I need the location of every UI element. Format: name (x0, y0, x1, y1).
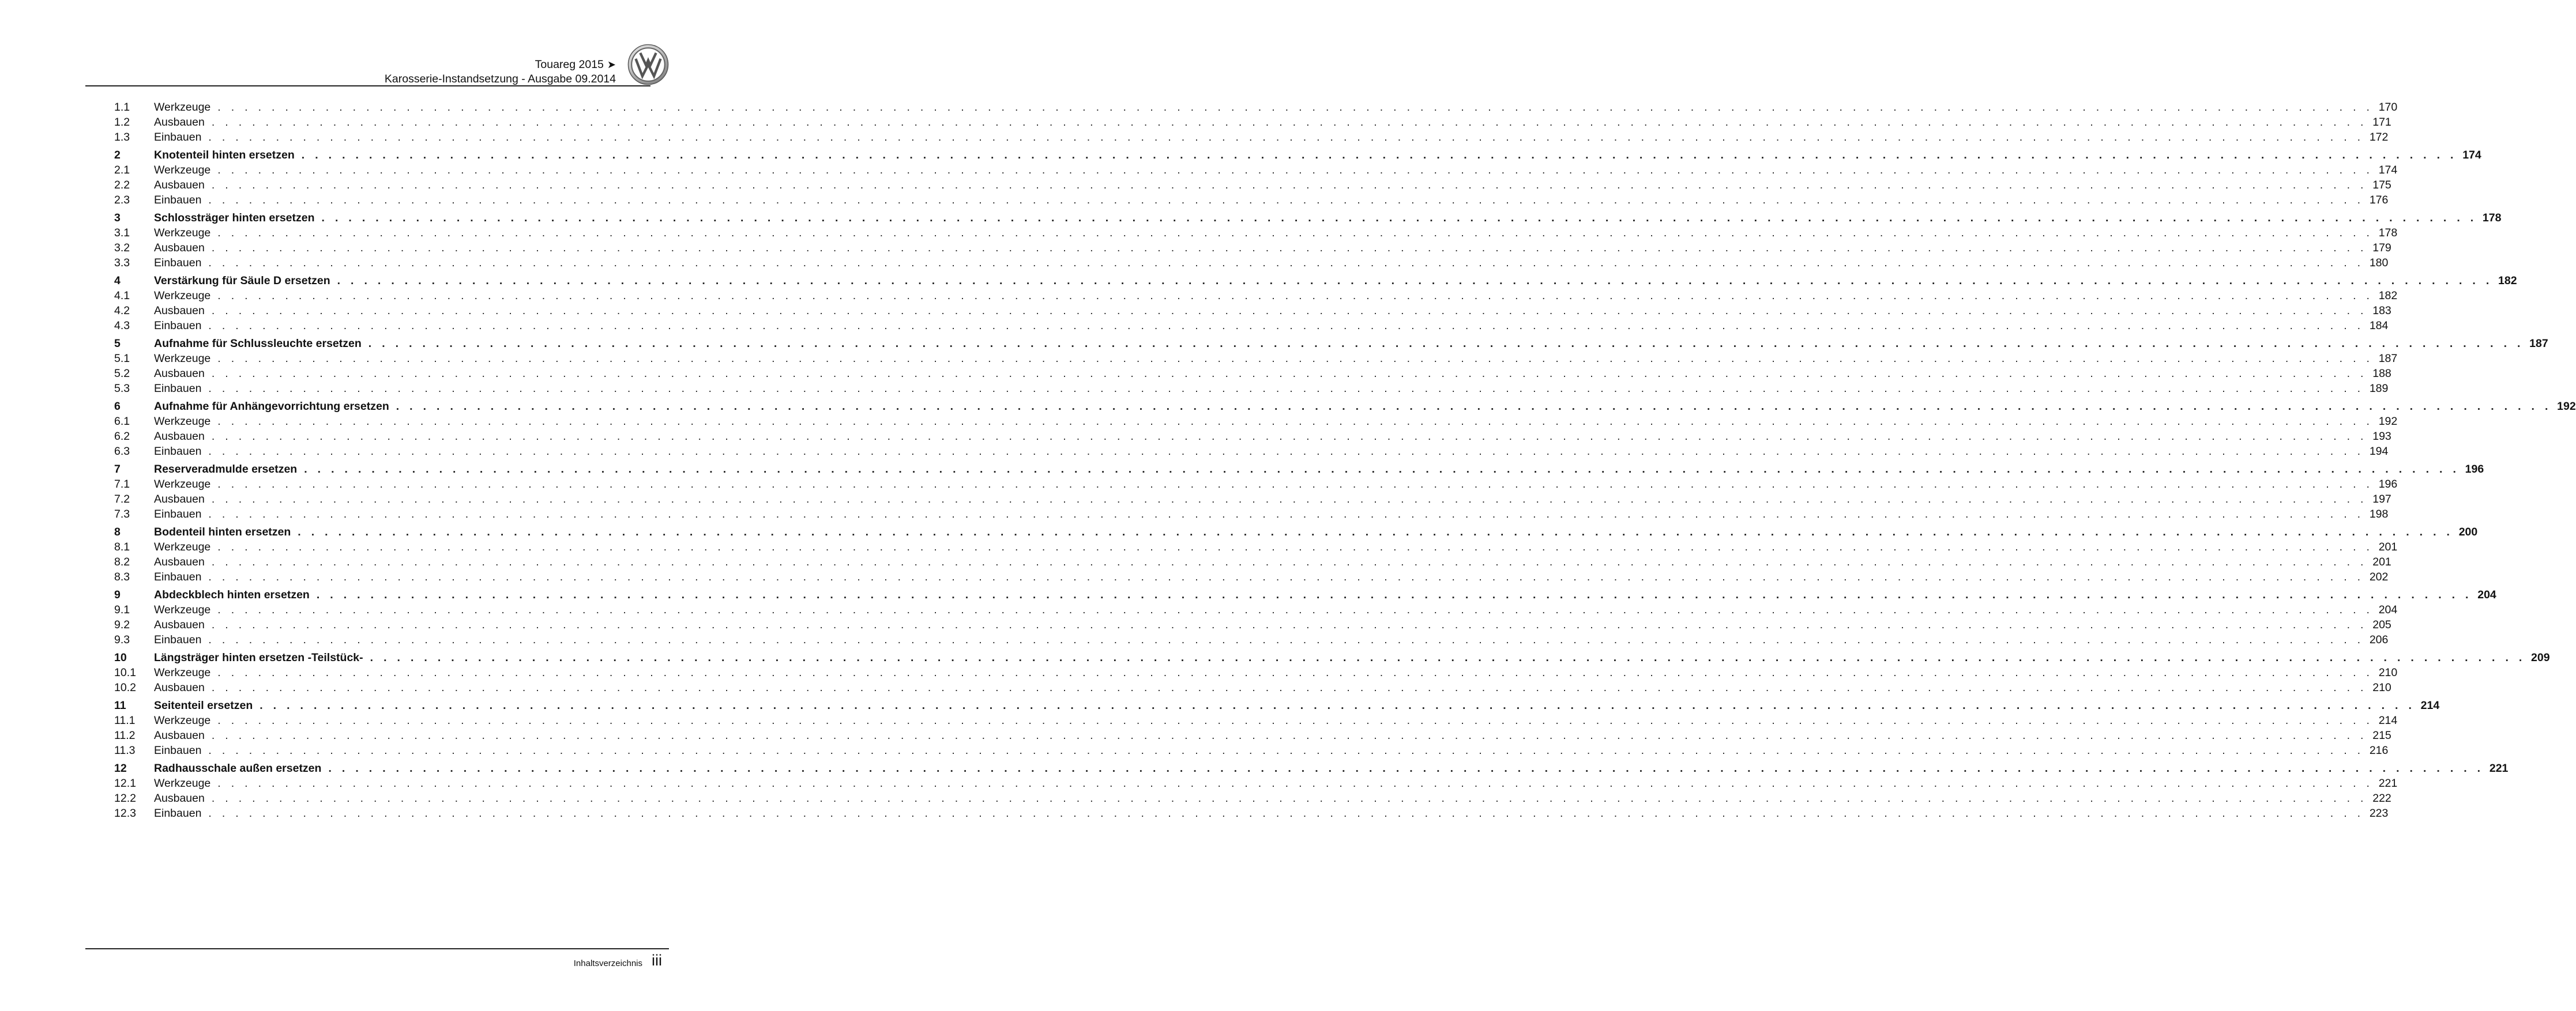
page-header (385, 58, 616, 86)
toc-page-number: 221 (2378, 777, 2398, 790)
toc-chapter-row[interactable] (114, 526, 2478, 541)
toc-title: Bodenteil hinten ersetzen (154, 526, 291, 538)
toc-number: 11.3 (114, 744, 136, 757)
dot-leader: . . . . . . . . . . . . . . . . . . . . . . . . . . . . . . . . . . . . . . . . . . . . . . . . . . . . . . . . . . . . . . . . . . . . . . . . . . . . . . . . . . . . . . . . . . . . . . . . . . . . . . . . . . . . . . . . . . . . . . . . . . . . . . . . . . . . . . . . . . . . . . . . . . . . . . . . . . . . . . . . (211, 792, 2367, 805)
toc-page-number: 198 (2369, 508, 2389, 520)
toc-entry-row[interactable] (114, 256, 2389, 271)
toc-page-number: 196 (2378, 478, 2398, 491)
toc-title: Einbauen (154, 194, 202, 206)
toc-number: 1.1 (114, 101, 130, 114)
toc-chapter-row[interactable] (114, 762, 2509, 777)
toc-number: 6.2 (114, 430, 130, 443)
toc-title: Ausbauen (154, 304, 205, 317)
dot-leader: . . . . . . . . . . . . . . . . . . . . . . . . . . . . . . . . . . . . . . . . . . . . . . . . . . . . . . . . . . . . . . . . . . . . . . . . . . . . . . . . . . . . . . . . . . . . . . . . . . . . . . . . . . . . . . . . . . . . . . . . . . . . . . . . . . . . . . . . . . . . . . . . . . . . . . . . . . . . . . . . (208, 194, 2364, 206)
toc-page-number: 202 (2369, 571, 2389, 583)
toc-number: 10.1 (114, 666, 136, 679)
toc-title: Einbauen (154, 508, 202, 520)
toc-entry-row[interactable] (114, 227, 2398, 242)
toc-number: 4 (114, 274, 121, 287)
toc-title: Ausbauen (154, 792, 205, 805)
dot-leader: . . . . . . . . . . . . . . . . . . . . . . . . . . . . . . . . . . . . . . . . . . . . . . . . . . . . . . . . . . . . . . . . . . . . . . . . . . . . . . . . . . . . . . . . . . . . . . . . . . . . . . . . . . . . . . . . . . . . . . . . . . . . . . . . . . . . . . . . . . . . . . . . . . . . . . . . . . . . . . . . (260, 699, 2416, 712)
dot-leader: . . . . . . . . . . . . . . . . . . . . . . . . . . . . . . . . . . . . . . . . . . . . . . . . . . . . . . . . . . . . . . . . . . . . . . . . . . . . . . . . . . . . . . . . . . . . . . . . . . . . . . . . . . . . . . . . . . . . . . . . . . . . . . . . . . . . . . . . . . . . . . . . . . . . . . . . . . . . . . . . (217, 289, 2374, 302)
toc-page-number: 193 (2372, 430, 2391, 443)
dot-leader: . . . . . . . . . . . . . . . . . . . . . . . . . . . . . . . . . . . . . . . . . . . . . . . . . . . . . . . . . . . . . . . . . . . . . . . . . . . . . . . . . . . . . . . . . . . . . . . . . . . . . . . . . . . . . . . . . . . . . . . . . . . . . . . . . . . . . . . . . . . . . . . . . . . . . . . . . . . . . . . . (211, 681, 2367, 694)
toc-title: Einbauen (154, 256, 202, 269)
toc-title: Schlossträger hinten ersetzen (154, 212, 315, 224)
toc-page-number: 194 (2369, 445, 2389, 458)
dot-leader: . . . . . . . . . . . . . . . . . . . . . . . . . . . . . . . . . . . . . . . . . . . . . . . . . . . . . . . . . . . . . . . . . . . . . . . . . . . . . . . . . . . . . . . . . . . . . . . . . . . . . . . . . . . . . . . . . . . . . . . . . . . . . . . . . . . . . . . . . . . . . . . . . . . . . . . . . . . . . . . . (211, 179, 2367, 191)
dot-leader: . . . . . . . . . . . . . . . . . . . . . . . . . . . . . . . . . . . . . . . . . . . . . . . . . . . . . . . . . . . . . . . . . . . . . . . . . . . . . . . . . . . . . . . . . . . . . . . . . . . . . . . . . . . . . . . . . . . . . . . . . . . . . . . . . . . . . . . . . . . . . . . . . . . . . . . . . . . . . . . . (211, 304, 2367, 317)
dot-leader: . . . . . . . . . . . . . . . . . . . . . . . . . . . . . . . . . . . . . . . . . . . . . . . . . . . . . . . . . . . . . . . . . . . . . . . . . . . . . . . . . . . . . . . . . . . . . . . . . . . . . . . . . . . . . . . . . . . . . . . . . . . . . . . . . . . . . . . . . . . . . . . . . . . . . . . . . . . . . . . . (217, 541, 2374, 553)
toc-chapter-row[interactable] (114, 212, 2502, 227)
toc-number: 8.3 (114, 571, 130, 583)
toc-title: Knotenteil hinten ersetzen (154, 149, 295, 161)
toc-entry-row[interactable] (114, 681, 2391, 696)
toc-page-number: 201 (2378, 541, 2398, 553)
header-divider (85, 85, 650, 86)
dot-leader: . . . . . . . . . . . . . . . . . . . . . . . . . . . . . . . . . . . . . . . . . . . . . . . . . . . . . . . . . . . . . . . . . . . . . . . . . . . . . . . . . . . . . . . . . . . . . . . . . . . . . . . . . . . . . . . . . . . . . . . . . . . . . . . . . . . . . . . . . . . . . . . . . . . . . . . . . . . . . . . . (316, 589, 2472, 601)
toc-page-number: 197 (2372, 493, 2391, 506)
dot-leader: . . . . . . . . . . . . . . . . . . . . . . . . . . . . . . . . . . . . . . . . . . . . . . . . . . . . . . . . . . . . . . . . . . . . . . . . . . . . . . . . . . . . . . . . . . . . . . . . . . . . . . . . . . . . . . . . . . . . . . . . . . . . . . . . . . . . . . . . . . . . . . . . . . . . . . . . . . . . . . . . (217, 603, 2374, 616)
toc-number: 8.1 (114, 541, 130, 553)
toc-entry-row[interactable] (114, 744, 2389, 759)
footer-section-label: Inhaltsverzeichnis (573, 959, 642, 968)
toc-page-number: 180 (2369, 256, 2389, 269)
toc-title: Einbauen (154, 807, 202, 820)
toc-chapter-row[interactable] (114, 589, 2496, 603)
toc-number: 7.1 (114, 478, 130, 491)
toc-number: 6.1 (114, 415, 130, 428)
table-of-contents (114, 101, 2576, 822)
toc-number: 12.3 (114, 807, 136, 820)
toc-number: 9 (114, 589, 121, 601)
toc-title: Aufnahme für Anhängevorrichtung ersetzen (154, 400, 389, 413)
dot-leader: . . . . . . . . . . . . . . . . . . . . . . . . . . . . . . . . . . . . . . . . . . . . . . . . . . . . . . . . . . . . . . . . . . . . . . . . . . . . . . . . . . . . . . . . . . . . . . . . . . . . . . . . . . . . . . . . . . . . . . . . . . . . . . . . . . . . . . . . . . . . . . . . . . . . . . . . . . . . . . . . (337, 274, 2493, 287)
toc-title: Ausbauen (154, 556, 205, 568)
toc-page-number: 206 (2369, 633, 2389, 646)
toc-page-number: 210 (2378, 666, 2398, 679)
toc-entry-row[interactable] (114, 304, 2391, 319)
dot-leader: . . . . . . . . . . . . . . . . . . . . . . . . . . . . . . . . . . . . . . . . . . . . . . . . . . . . . . . . . . . . . . . . . . . . . . . . . . . . . . . . . . . . . . . . . . . . . . . . . . . . . . . . . . . . . . . . . . . . . . . . . . . . . . . . . . . . . . . . . . . . . . . . . . . . . . . . . . . . . . . . (217, 101, 2374, 114)
toc-page-number: 178 (2378, 227, 2398, 239)
toc-page-number: 192 (2557, 400, 2576, 413)
dot-leader: . . . . . . . . . . . . . . . . . . . . . . . . . . . . . . . . . . . . . . . . . . . . . . . . . . . . . . . . . . . . . . . . . . . . . . . . . . . . . . . . . . . . . . . . . . . . . . . . . . . . . . . . . . . . . . . . . . . . . . . . . . . . . . . . . . . . . . . . . . . . . . . . . . . . . . . . . . . . . . . . (321, 212, 2477, 224)
header-model-line (385, 58, 616, 72)
toc-number: 4.3 (114, 319, 130, 332)
toc-entry-row[interactable] (114, 633, 2389, 648)
toc-title: Werkzeuge (154, 541, 211, 553)
toc-number: 8.2 (114, 556, 130, 568)
toc-page-number: 184 (2369, 319, 2389, 332)
toc-entry-row[interactable] (114, 541, 2398, 556)
toc-chapter-row[interactable] (114, 149, 2481, 164)
toc-title: Radhausschale außen ersetzen (154, 762, 322, 775)
dot-leader: . . . . . . . . . . . . . . . . . . . . . . . . . . . . . . . . . . . . . . . . . . . . . . . . . . . . . . . . . . . . . . . . . . . . . . . . . . . . . . . . . . . . . . . . . . . . . . . . . . . . . . . . . . . . . . . . . . . . . . . . . . . . . . . . . . . . . . . . . . . . . . . . . . . . . . . . . . . . . . . . (211, 367, 2367, 380)
toc-chapter-row[interactable] (114, 651, 2550, 666)
dot-leader: . . . . . . . . . . . . . . . . . . . . . . . . . . . . . . . . . . . . . . . . . . . . . . . . . . . . . . . . . . . . . . . . . . . . . . . . . . . . . . . . . . . . . . . . . . . . . . . . . . . . . . . . . . . . . . . . . . . . . . . . . . . . . . . . . . . . . . . . . . . . . . . . . . . . . . . . . . . . . . . . (211, 242, 2367, 254)
toc-number: 10 (114, 651, 127, 664)
toc-number: 9.1 (114, 603, 130, 616)
toc-page-number: 214 (2378, 714, 2398, 727)
toc-page-number: 178 (2482, 212, 2502, 224)
toc-page-number: 179 (2372, 242, 2391, 254)
toc-title: Reserveradmulde ersetzen (154, 463, 298, 476)
toc-entry-row[interactable] (114, 116, 2391, 131)
toc-page-number: 176 (2369, 194, 2389, 206)
toc-entry-row[interactable] (114, 352, 2398, 367)
toc-page-number: 215 (2372, 729, 2391, 742)
toc-number: 3.3 (114, 256, 130, 269)
toc-number: 7 (114, 463, 121, 476)
toc-page-number: 174 (2462, 149, 2481, 161)
toc-entry-row[interactable] (114, 777, 2398, 792)
toc-chapter-row[interactable] (114, 463, 2484, 478)
toc-page-number: 183 (2372, 304, 2391, 317)
toc-number: 5 (114, 337, 121, 350)
toc-number: 9.3 (114, 633, 130, 646)
toc-page-number: 209 (2531, 651, 2550, 664)
toc-title: Aufnahme für Schlussleuchte ersetzen (154, 337, 362, 350)
dot-leader: . . . . . . . . . . . . . . . . . . . . . . . . . . . . . . . . . . . . . . . . . . . . . . . . . . . . . . . . . . . . . . . . . . . . . . . . . . . . . . . . . . . . . . . . . . . . . . . . . . . . . . . . . . . . . . . . . . . . . . . . . . . . . . . . . . . . . . . . . . . . . . . . . . . . . . . . . . . . . . . . (208, 807, 2364, 820)
toc-entry-row[interactable] (114, 164, 2398, 179)
toc-title: Ausbauen (154, 242, 205, 254)
dot-leader: . . . . . . . . . . . . . . . . . . . . . . . . . . . . . . . . . . . . . . . . . . . . . . . . . . . . . . . . . . . . . . . . . . . . . . . . . . . . . . . . . . . . . . . . . . . . . . . . . . . . . . . . . . . . . . . . . . . . . . . . . . . . . . . . . . . . . . . . . . . . . . . . . . . . . . . . . . . . . . . . (217, 227, 2374, 239)
dot-leader: . . . . . . . . . . . . . . . . . . . . . . . . . . . . . . . . . . . . . . . . . . . . . . . . . . . . . . . . . . . . . . . . . . . . . . . . . . . . . . . . . . . . . . . . . . . . . . . . . . . . . . . . . . . . . . . . . . . . . . . . . . . . . . . . . . . . . . . . . . . . . . . . . . . . . . . . . . . . . . . . (208, 319, 2364, 332)
toc-page-number: 192 (2378, 415, 2398, 428)
dot-leader: . . . . . . . . . . . . . . . . . . . . . . . . . . . . . . . . . . . . . . . . . . . . . . . . . . . . . . . . . . . . . . . . . . . . . . . . . . . . . . . . . . . . . . . . . . . . . . . . . . . . . . . . . . . . . . . . . . . . . . . . . . . . . . . . . . . . . . . . . . . . . . . . . . . . . . . . . . . . . . . . (211, 116, 2367, 129)
toc-entry-row[interactable] (114, 478, 2398, 493)
dot-leader: . . . . . . . . . . . . . . . . . . . . . . . . . . . . . . . . . . . . . . . . . . . . . . . . . . . . . . . . . . . . . . . . . . . . . . . . . . . . . . . . . . . . . . . . . . . . . . . . . . . . . . . . . . . . . . . . . . . . . . . . . . . . . . . . . . . . . . . . . . . . . . . . . . . . . . . . . . . . . . . . (208, 744, 2364, 757)
dot-leader: . . . . . . . . . . . . . . . . . . . . . . . . . . . . . . . . . . . . . . . . . . . . . . . . . . . . . . . . . . . . . . . . . . . . . . . . . . . . . . . . . . . . . . . . . . . . . . . . . . . . . . . . . . . . . . . . . . . . . . . . . . . . . . . . . . . . . . . . . . . . . . . . . . . . . . . . . . . . . . . . (208, 508, 2364, 520)
toc-chapter-row[interactable] (114, 400, 2576, 415)
toc-title: Werkzeuge (154, 289, 211, 302)
toc-entry-row[interactable] (114, 571, 2389, 586)
toc-title: Werkzeuge (154, 777, 211, 790)
toc-number: 3.1 (114, 227, 130, 239)
toc-entry-row[interactable] (114, 319, 2389, 334)
dot-leader: . . . . . . . . . . . . . . . . . . . . . . . . . . . . . . . . . . . . . . . . . . . . . . . . . . . . . . . . . . . . . . . . . . . . . . . . . . . . . . . . . . . . . . . . . . . . . . . . . . . . . . . . . . . . . . . . . . . . . . . . . . . . . . . . . . . . . . . . . . . . . . . . . . . . . . . . . . . . . . . . (217, 352, 2374, 365)
toc-page-number: 222 (2372, 792, 2391, 805)
toc-entry-row[interactable] (114, 131, 2389, 146)
toc-page-number: 221 (2489, 762, 2509, 775)
toc-chapter-row[interactable] (114, 337, 2548, 352)
toc-title: Abdeckblech hinten ersetzen (154, 589, 310, 601)
toc-number: 2.3 (114, 194, 130, 206)
toc-entry-row[interactable] (114, 430, 2391, 445)
toc-title: Werkzeuge (154, 352, 211, 365)
toc-page-number: 204 (2378, 603, 2398, 616)
dot-leader: . . . . . . . . . . . . . . . . . . . . . . . . . . . . . . . . . . . . . . . . . . . . . . . . . . . . . . . . . . . . . . . . . . . . . . . . . . . . . . . . . . . . . . . . . . . . . . . . . . . . . . . . . . . . . . . . . . . . . . . . . . . . . . . . . . . . . . . . . . . . . . . . . . . . . . . . . . . . . . . . (208, 445, 2364, 458)
toc-page-number: 210 (2372, 681, 2391, 694)
toc-title: Werkzeuge (154, 101, 211, 114)
dot-leader: . . . . . . . . . . . . . . . . . . . . . . . . . . . . . . . . . . . . . . . . . . . . . . . . . . . . . . . . . . . . . . . . . . . . . . . . . . . . . . . . . . . . . . . . . . . . . . . . . . . . . . . . . . . . . . . . . . . . . . . . . . . . . . . . . . . . . . . . . . . . . . . . . . . . . . . . . . . . . . . . (208, 131, 2364, 144)
toc-page-number: 205 (2372, 618, 2391, 631)
toc-entry-row[interactable] (114, 618, 2391, 633)
toc-entry-row[interactable] (114, 666, 2398, 681)
toc-number: 12.2 (114, 792, 136, 805)
toc-page-number: 196 (2465, 463, 2484, 476)
toc-entry-row[interactable] (114, 242, 2391, 256)
toc-page-number: 187 (2529, 337, 2548, 350)
toc-title: Einbauen (154, 131, 202, 144)
toc-entry-row[interactable] (114, 556, 2391, 571)
page-number: iii (652, 952, 662, 969)
toc-title: Ausbauen (154, 367, 205, 380)
toc-title: Werkzeuge (154, 478, 211, 491)
toc-chapter-row[interactable] (114, 699, 2440, 714)
toc-page-number: 200 (2458, 526, 2478, 538)
toc-chapter-row[interactable] (114, 274, 2517, 289)
toc-number: 1.3 (114, 131, 130, 144)
toc-title: Ausbauen (154, 618, 205, 631)
toc-title: Werkzeuge (154, 164, 211, 176)
header-subtitle: Karosserie-Instandsetzung - Ausgabe 09.2014 (384, 73, 616, 85)
toc-entry-row[interactable] (114, 289, 2398, 304)
toc-title: Verstärkung für Säule D ersetzen (154, 274, 330, 287)
toc-number: 11.2 (114, 729, 136, 742)
dot-leader: . . . . . . . . . . . . . . . . . . . . . . . . . . . . . . . . . . . . . . . . . . . . . . . . . . . . . . . . . . . . . . . . . . . . . . . . . . . . . . . . . . . . . . . . . . . . . . . . . . . . . . . . . . . . . . . . . . . . . . . . . . . . . . . . . . . . . . . . . . . . . . . . . . . . . . . . . . . . . . . . (211, 618, 2367, 631)
dot-leader: . . . . . . . . . . . . . . . . . . . . . . . . . . . . . . . . . . . . . . . . . . . . . . . . . . . . . . . . . . . . . . . . . . . . . . . . . . . . . . . . . . . . . . . . . . . . . . . . . . . . . . . . . . . . . . . . . . . . . . . . . . . . . . . . . . . . . . . . . . . . . . . . . . . . . . . . . . . . . . . . (328, 762, 2484, 775)
toc-entry-row[interactable] (114, 382, 2389, 397)
toc-entry-row[interactable] (114, 603, 2398, 618)
toc-title: Einbauen (154, 319, 202, 332)
dot-leader: . . . . . . . . . . . . . . . . . . . . . . . . . . . . . . . . . . . . . . . . . . . . . . . . . . . . . . . . . . . . . . . . . . . . . . . . . . . . . . . . . . . . . . . . . . . . . . . . . . . . . . . . . . . . . . . . . . . . . . . . . . . . . . . . . . . . . . . . . . . . . . . . . . . . . . . . . . . . . . . . (217, 714, 2374, 727)
dot-leader: . . . . . . . . . . . . . . . . . . . . . . . . . . . . . . . . . . . . . . . . . . . . . . . . . . . . . . . . . . . . . . . . . . . . . . . . . . . . . . . . . . . . . . . . . . . . . . . . . . . . . . . . . . . . . . . . . . . . . . . . . . . . . . . . . . . . . . . . . . . . . . . . . . . . . . . . . . . . . . . . (217, 415, 2374, 428)
toc-number: 3 (114, 212, 121, 224)
dot-leader: . . . . . . . . . . . . . . . . . . . . . . . . . . . . . . . . . . . . . . . . . . . . . . . . . . . . . . . . . . . . . . . . . . . . . . . . . . . . . . . . . . . . . . . . . . . . . . . . . . . . . . . . . . . . . . . . . . . . . . . . . . . . . . . . . . . . . . . . . . . . . . . . . . . . . . . . . . . . . . . . (301, 149, 2457, 161)
toc-number: 12.1 (114, 777, 136, 790)
header-model: Touareg 2015 (535, 58, 604, 71)
dot-leader: . . . . . . . . . . . . . . . . . . . . . . . . . . . . . . . . . . . . . . . . . . . . . . . . . . . . . . . . . . . . . . . . . . . . . . . . . . . . . . . . . . . . . . . . . . . . . . . . . . . . . . . . . . . . . . . . . . . . . . . . . . . . . . . . . . . . . . . . . . . . . . . . . . . . . . . . . . . . . . . . (208, 633, 2364, 646)
dot-leader: . . . . . . . . . . . . . . . . . . . . . . . . . . . . . . . . . . . . . . . . . . . . . . . . . . . . . . . . . . . . . . . . . . . . . . . . . . . . . . . . . . . . . . . . . . . . . . . . . . . . . . . . . . . . . . . . . . . . . . . . . . . . . . . . . . . . . . . . . . . . . . . . . . . . . . . . . . . . . . . . (217, 164, 2374, 176)
toc-number: 5.3 (114, 382, 130, 395)
toc-entry-row[interactable] (114, 807, 2389, 822)
toc-number: 6.3 (114, 445, 130, 458)
toc-entry-row[interactable] (114, 101, 2398, 116)
toc-page-number: 223 (2369, 807, 2389, 820)
dot-leader: . . . . . . . . . . . . . . . . . . . . . . . . . . . . . . . . . . . . . . . . . . . . . . . . . . . . . . . . . . . . . . . . . . . . . . . . . . . . . . . . . . . . . . . . . . . . . . . . . . . . . . . . . . . . . . . . . . . . . . . . . . . . . . . . . . . . . . . . . . . . . . . . . . . . . . . . . . . . . . . . (396, 400, 2552, 413)
toc-title: Längsträger hinten ersetzen -Teilstück- (154, 651, 363, 664)
dot-leader: . . . . . . . . . . . . . . . . . . . . . . . . . . . . . . . . . . . . . . . . . . . . . . . . . . . . . . . . . . . . . . . . . . . . . . . . . . . . . . . . . . . . . . . . . . . . . . . . . . . . . . . . . . . . . . . . . . . . . . . . . . . . . . . . . . . . . . . . . . . . . . . . . . . . . . . . . . . . . . . . (211, 729, 2367, 742)
toc-title: Werkzeuge (154, 227, 211, 239)
toc-page-number: 182 (2378, 289, 2398, 302)
dot-leader: . . . . . . . . . . . . . . . . . . . . . . . . . . . . . . . . . . . . . . . . . . . . . . . . . . . . . . . . . . . . . . . . . . . . . . . . . . . . . . . . . . . . . . . . . . . . . . . . . . . . . . . . . . . . . . . . . . . . . . . . . . . . . . . . . . . . . . . . . . . . . . . . . . . . . . . . . . . . . . . . (208, 571, 2364, 583)
toc-number: 3.2 (114, 242, 130, 254)
toc-page-number: 187 (2378, 352, 2398, 365)
toc-number: 5.2 (114, 367, 130, 380)
toc-page-number: 170 (2378, 101, 2398, 114)
toc-entry-row[interactable] (114, 179, 2391, 194)
toc-entry-row[interactable] (114, 714, 2398, 729)
toc-number: 7.3 (114, 508, 130, 520)
toc-page-number: 172 (2369, 131, 2389, 144)
toc-title: Werkzeuge (154, 603, 211, 616)
toc-number: 10.2 (114, 681, 136, 694)
toc-title: Werkzeuge (154, 415, 211, 428)
toc-number: 4.2 (114, 304, 130, 317)
toc-title: Ausbauen (154, 116, 205, 129)
toc-entry-row[interactable] (114, 792, 2391, 807)
arrow-right-icon: ➤ (607, 59, 616, 70)
toc-title: Einbauen (154, 445, 202, 458)
toc-page-number: 201 (2372, 556, 2391, 568)
toc-page-number: 216 (2369, 744, 2389, 757)
toc-page-number: 174 (2378, 164, 2398, 176)
dot-leader: . . . . . . . . . . . . . . . . . . . . . . . . . . . . . . . . . . . . . . . . . . . . . . . . . . . . . . . . . . . . . . . . . . . . . . . . . . . . . . . . . . . . . . . . . . . . . . . . . . . . . . . . . . . . . . . . . . . . . . . . . . . . . . . . . . . . . . . . . . . . . . . . . . . . . . . . . . . . . . . . (211, 430, 2367, 443)
dot-leader: . . . . . . . . . . . . . . . . . . . . . . . . . . . . . . . . . . . . . . . . . . . . . . . . . . . . . . . . . . . . . . . . . . . . . . . . . . . . . . . . . . . . . . . . . . . . . . . . . . . . . . . . . . . . . . . . . . . . . . . . . . . . . . . . . . . . . . . . . . . . . . . . . . . . . . . . . . . . . . . . (368, 337, 2524, 350)
toc-title: Ausbauen (154, 681, 205, 694)
toc-number: 1.2 (114, 116, 130, 129)
dot-leader: . . . . . . . . . . . . . . . . . . . . . . . . . . . . . . . . . . . . . . . . . . . . . . . . . . . . . . . . . . . . . . . . . . . . . . . . . . . . . . . . . . . . . . . . . . . . . . . . . . . . . . . . . . . . . . . . . . . . . . . . . . . . . . . . . . . . . . . . . . . . . . . . . . . . . . . . . . . . . . . . (208, 382, 2364, 395)
toc-title: Einbauen (154, 571, 202, 583)
toc-title: Werkzeuge (154, 714, 211, 727)
toc-number: 11 (114, 699, 126, 712)
toc-title: Ausbauen (154, 729, 205, 742)
toc-entry-row[interactable] (114, 729, 2391, 744)
toc-title: Ausbauen (154, 179, 205, 191)
toc-title: Einbauen (154, 382, 202, 395)
toc-page-number: 189 (2369, 382, 2389, 395)
toc-page-number: 188 (2372, 367, 2391, 380)
dot-leader: . . . . . . . . . . . . . . . . . . . . . . . . . . . . . . . . . . . . . . . . . . . . . . . . . . . . . . . . . . . . . . . . . . . . . . . . . . . . . . . . . . . . . . . . . . . . . . . . . . . . . . . . . . . . . . . . . . . . . . . . . . . . . . . . . . . . . . . . . . . . . . . . . . . . . . . . . . . . . . . . (217, 777, 2374, 790)
toc-title: Einbauen (154, 633, 202, 646)
toc-number: 9.2 (114, 618, 130, 631)
dot-leader: . . . . . . . . . . . . . . . . . . . . . . . . . . . . . . . . . . . . . . . . . . . . . . . . . . . . . . . . . . . . . . . . . . . . . . . . . . . . . . . . . . . . . . . . . . . . . . . . . . . . . . . . . . . . . . . . . . . . . . . . . . . . . . . . . . . . . . . . . . . . . . . . . . . . . . . . . . . . . . . . (370, 651, 2526, 664)
toc-number: 6 (114, 400, 121, 413)
toc-page-number: 214 (2420, 699, 2440, 712)
toc-number: 11.1 (114, 714, 136, 727)
toc-number: 5.1 (114, 352, 130, 365)
toc-number: 2.1 (114, 164, 130, 176)
footer-divider (85, 948, 669, 949)
dot-leader: . . . . . . . . . . . . . . . . . . . . . . . . . . . . . . . . . . . . . . . . . . . . . . . . . . . . . . . . . . . . . . . . . . . . . . . . . . . . . . . . . . . . . . . . . . . . . . . . . . . . . . . . . . . . . . . . . . . . . . . . . . . . . . . . . . . . . . . . . . . . . . . . . . . . . . . . . . . . . . . . (304, 463, 2460, 476)
toc-title: Ausbauen (154, 430, 205, 443)
toc-number: 12 (114, 762, 127, 775)
dot-leader: . . . . . . . . . . . . . . . . . . . . . . . . . . . . . . . . . . . . . . . . . . . . . . . . . . . . . . . . . . . . . . . . . . . . . . . . . . . . . . . . . . . . . . . . . . . . . . . . . . . . . . . . . . . . . . . . . . . . . . . . . . . . . . . . . . . . . . . . . . . . . . . . . . . . . . . . . . . . . . . . (217, 666, 2374, 679)
toc-page-number: 182 (2498, 274, 2517, 287)
toc-title: Werkzeuge (154, 666, 211, 679)
toc-page-number: 204 (2477, 589, 2496, 601)
dot-leader: . . . . . . . . . . . . . . . . . . . . . . . . . . . . . . . . . . . . . . . . . . . . . . . . . . . . . . . . . . . . . . . . . . . . . . . . . . . . . . . . . . . . . . . . . . . . . . . . . . . . . . . . . . . . . . . . . . . . . . . . . . . . . . . . . . . . . . . . . . . . . . . . . . . . . . . . . . . . . . . . (211, 493, 2367, 506)
toc-entry-row[interactable] (114, 415, 2398, 430)
toc-entry-row[interactable] (114, 445, 2389, 460)
toc-number: 8 (114, 526, 121, 538)
toc-entry-row[interactable] (114, 508, 2389, 523)
dot-leader: . . . . . . . . . . . . . . . . . . . . . . . . . . . . . . . . . . . . . . . . . . . . . . . . . . . . . . . . . . . . . . . . . . . . . . . . . . . . . . . . . . . . . . . . . . . . . . . . . . . . . . . . . . . . . . . . . . . . . . . . . . . . . . . . . . . . . . . . . . . . . . . . . . . . . . . . . . . . . . . . (298, 526, 2454, 538)
dot-leader: . . . . . . . . . . . . . . . . . . . . . . . . . . . . . . . . . . . . . . . . . . . . . . . . . . . . . . . . . . . . . . . . . . . . . . . . . . . . . . . . . . . . . . . . . . . . . . . . . . . . . . . . . . . . . . . . . . . . . . . . . . . . . . . . . . . . . . . . . . . . . . . . . . . . . . . . . . . . . . . . (217, 478, 2374, 491)
toc-entry-row[interactable] (114, 367, 2391, 382)
toc-number: 4.1 (114, 289, 130, 302)
toc-number: 7.2 (114, 493, 130, 506)
dot-leader: . . . . . . . . . . . . . . . . . . . . . . . . . . . . . . . . . . . . . . . . . . . . . . . . . . . . . . . . . . . . . . . . . . . . . . . . . . . . . . . . . . . . . . . . . . . . . . . . . . . . . . . . . . . . . . . . . . . . . . . . . . . . . . . . . . . . . . . . . . . . . . . . . . . . . . . . . . . . . . . . (211, 556, 2367, 568)
toc-title: Einbauen (154, 744, 202, 757)
toc-page-number: 175 (2372, 179, 2391, 191)
toc-entry-row[interactable] (114, 194, 2389, 209)
toc-title: Seitenteil ersetzen (154, 699, 253, 712)
toc-page-number: 171 (2372, 116, 2391, 129)
toc-title: Ausbauen (154, 493, 205, 506)
vw-logo (627, 44, 669, 85)
dot-leader: . . . . . . . . . . . . . . . . . . . . . . . . . . . . . . . . . . . . . . . . . . . . . . . . . . . . . . . . . . . . . . . . . . . . . . . . . . . . . . . . . . . . . . . . . . . . . . . . . . . . . . . . . . . . . . . . . . . . . . . . . . . . . . . . . . . . . . . . . . . . . . . . . . . . . . . . . . . . . . . . (208, 256, 2364, 269)
toc-number: 2 (114, 149, 121, 161)
toc-entry-row[interactable] (114, 493, 2391, 508)
toc-number: 2.2 (114, 179, 130, 191)
